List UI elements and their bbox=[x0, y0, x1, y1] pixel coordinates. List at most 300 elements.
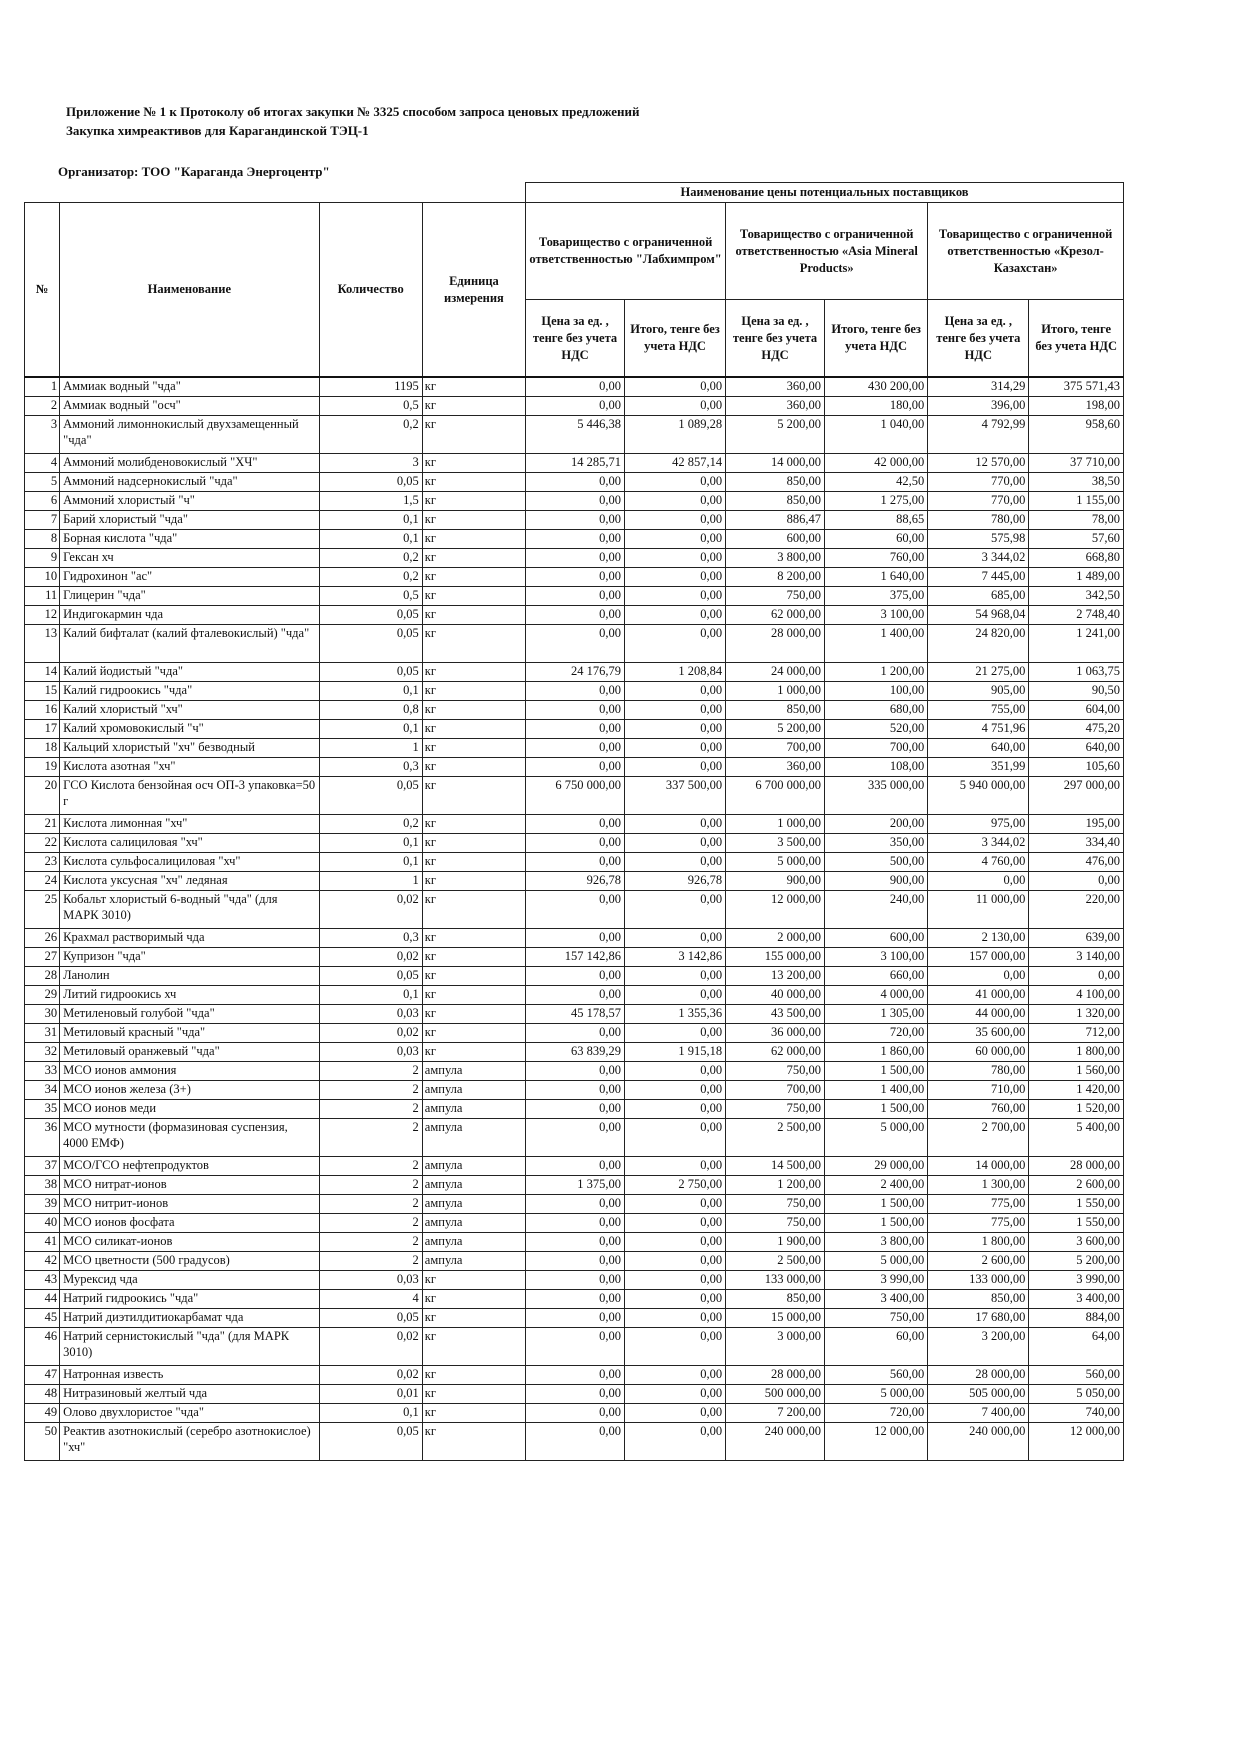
supplier-2-total: 180,00 bbox=[824, 396, 927, 415]
supplier-1-total: 0,00 bbox=[624, 605, 725, 624]
row-quantity: 0,02 bbox=[319, 890, 422, 928]
supplier-1-price: 0,00 bbox=[526, 1289, 625, 1308]
supplier-3-total: 334,40 bbox=[1029, 833, 1124, 852]
supplier-2-total: 2 400,00 bbox=[824, 1175, 927, 1194]
row-name: Гидрохинон "ас" bbox=[60, 567, 319, 586]
supplier-2-total: 12 000,00 bbox=[824, 1422, 927, 1460]
table-row bbox=[25, 1118, 1124, 1156]
supplier-2-price: 1 200,00 bbox=[726, 1175, 825, 1194]
supplier-2-total: 720,00 bbox=[824, 1403, 927, 1422]
row-name: Кислота лимонная "хч" bbox=[60, 814, 319, 833]
supplier-1-total: 0,00 bbox=[624, 1308, 725, 1327]
supplier-3-price: 7 400,00 bbox=[928, 1403, 1029, 1422]
row-quantity: 0,1 bbox=[319, 719, 422, 738]
supplier-3-price: 775,00 bbox=[928, 1213, 1029, 1232]
row-name: Индигокармин чда bbox=[60, 605, 319, 624]
table-row bbox=[25, 1175, 1124, 1194]
supplier-1-price: 0,00 bbox=[526, 966, 625, 985]
supplier-3-total: 1 241,00 bbox=[1029, 624, 1124, 662]
supplier-1-price: 1 375,00 bbox=[526, 1175, 625, 1194]
supplier-3-total: 1 063,75 bbox=[1029, 662, 1124, 681]
supplier-2-price: 2 500,00 bbox=[726, 1251, 825, 1270]
row-quantity: 2 bbox=[319, 1194, 422, 1213]
supplier-2-total: 350,00 bbox=[824, 833, 927, 852]
table-row bbox=[25, 1213, 1124, 1232]
row-name: МСО мутности (формазиновая суспензия, 4000 ЕМФ) bbox=[60, 1118, 319, 1156]
supplier-3-price: 396,00 bbox=[928, 396, 1029, 415]
supplier-1-price: 0,00 bbox=[526, 928, 625, 947]
supplier-2-total: 3 990,00 bbox=[824, 1270, 927, 1289]
row-number: 30 bbox=[25, 1004, 60, 1023]
supplier-1-price: 0,00 bbox=[526, 491, 625, 510]
row-quantity: 0,1 bbox=[319, 510, 422, 529]
table-row bbox=[25, 1194, 1124, 1213]
supplier-3-price: 710,00 bbox=[928, 1080, 1029, 1099]
supplier-1-total: 1 355,36 bbox=[624, 1004, 725, 1023]
supplier-2-total: 1 500,00 bbox=[824, 1194, 927, 1213]
supplier-2-price: 2 000,00 bbox=[726, 928, 825, 947]
supplier-3-price: 780,00 bbox=[928, 510, 1029, 529]
supplier-1-total: 0,00 bbox=[624, 1365, 725, 1384]
supplier-1-total: 0,00 bbox=[624, 529, 725, 548]
supplier-1-price: 0,00 bbox=[526, 1118, 625, 1156]
row-number: 32 bbox=[25, 1042, 60, 1061]
supplier-3-header: Товарищество с ограниченной ответственностью «Крезол-Казахстан» bbox=[928, 203, 1124, 300]
supplier-2-total: 5 000,00 bbox=[824, 1251, 927, 1270]
table-row bbox=[25, 1023, 1124, 1042]
row-name: МСО нитрит-ионов bbox=[60, 1194, 319, 1213]
supplier-1-price: 0,00 bbox=[526, 567, 625, 586]
supplier-3-price: 4 751,96 bbox=[928, 719, 1029, 738]
supplier-2-total: 375,00 bbox=[824, 586, 927, 605]
supplier-1-total: 0,00 bbox=[624, 1080, 725, 1099]
row-quantity: 0,5 bbox=[319, 396, 422, 415]
row-quantity: 0,05 bbox=[319, 624, 422, 662]
supplier-2-total: 100,00 bbox=[824, 681, 927, 700]
supplier-3-total: 5 050,00 bbox=[1029, 1384, 1124, 1403]
supplier-2-total: 520,00 bbox=[824, 719, 927, 738]
supplier-3-total: 1 489,00 bbox=[1029, 567, 1124, 586]
supplier-3-price: 2 130,00 bbox=[928, 928, 1029, 947]
table-row bbox=[25, 567, 1124, 586]
supplier-3-price: 4 792,99 bbox=[928, 415, 1029, 453]
row-name: Аммоний надсернокислый "чда" bbox=[60, 472, 319, 491]
supplier-1-price: 0,00 bbox=[526, 833, 625, 852]
row-unit: кг bbox=[422, 738, 525, 757]
supplier-1-price: 0,00 bbox=[526, 1308, 625, 1327]
supplier-2-total: 750,00 bbox=[824, 1308, 927, 1327]
table-row bbox=[25, 1384, 1124, 1403]
table-row bbox=[25, 491, 1124, 510]
row-name: Кобальт хлористый 6-водный "чда" (для МАРК 3010) bbox=[60, 890, 319, 928]
table-row bbox=[25, 1099, 1124, 1118]
table-row bbox=[25, 776, 1124, 814]
supplier-1-total: 0,00 bbox=[624, 624, 725, 662]
row-name: Калий бифталат (калий фталевокислый) "чда" bbox=[60, 624, 319, 662]
row-unit: кг bbox=[422, 1384, 525, 1403]
supplier-1-total: 0,00 bbox=[624, 1403, 725, 1422]
supplier-2-price: 700,00 bbox=[726, 1080, 825, 1099]
table-row bbox=[25, 415, 1124, 453]
supplier-1-header: Товарищество с ограниченной ответственностью "Лабхимпром" bbox=[526, 203, 726, 300]
row-quantity: 0,02 bbox=[319, 1327, 422, 1365]
supplier-2-total: 660,00 bbox=[824, 966, 927, 985]
supplier-1-total: 0,00 bbox=[624, 719, 725, 738]
supplier-2-header: Товарищество с ограниченной ответственностью «Asia Mineral Products» bbox=[726, 203, 928, 300]
row-name: Калий гидроокись "чда" bbox=[60, 681, 319, 700]
supplier-2-price: 750,00 bbox=[726, 1194, 825, 1213]
row-unit: кг bbox=[422, 605, 525, 624]
supplier-2-total: 1 640,00 bbox=[824, 567, 927, 586]
row-unit: кг bbox=[422, 833, 525, 852]
row-unit: ампула bbox=[422, 1099, 525, 1118]
row-quantity: 0,02 bbox=[319, 947, 422, 966]
row-number: 42 bbox=[25, 1251, 60, 1270]
supplier-1-price: 0,00 bbox=[526, 1327, 625, 1365]
col-header-number: № bbox=[25, 203, 60, 378]
row-quantity: 4 bbox=[319, 1289, 422, 1308]
supplier-2-price: 1 000,00 bbox=[726, 814, 825, 833]
row-number: 7 bbox=[25, 510, 60, 529]
supplier-3-total: 105,60 bbox=[1029, 757, 1124, 776]
row-name: Кислота салициловая "хч" bbox=[60, 833, 319, 852]
supplier-2-total: 42,50 bbox=[824, 472, 927, 491]
supplier-3-total: 668,80 bbox=[1029, 548, 1124, 567]
supplier-3-price: 12 570,00 bbox=[928, 453, 1029, 472]
row-quantity: 0,2 bbox=[319, 415, 422, 453]
row-name: МСО ионов фосфата bbox=[60, 1213, 319, 1232]
price-comparison-table bbox=[24, 182, 1124, 1461]
supplier-3-total: 712,00 bbox=[1029, 1023, 1124, 1042]
supplier-3-total-header: Итого, тенге без учета НДС bbox=[1029, 300, 1124, 378]
supplier-1-total: 0,00 bbox=[624, 1422, 725, 1460]
supplier-1-total: 0,00 bbox=[624, 1270, 725, 1289]
supplier-3-price: 351,99 bbox=[928, 757, 1029, 776]
supplier-3-price: 0,00 bbox=[928, 871, 1029, 890]
supplier-1-total: 0,00 bbox=[624, 567, 725, 586]
supplier-3-price: 28 000,00 bbox=[928, 1365, 1029, 1384]
row-unit: кг bbox=[422, 396, 525, 415]
row-number: 36 bbox=[25, 1118, 60, 1156]
table-row bbox=[25, 1004, 1124, 1023]
supplier-1-price: 0,00 bbox=[526, 548, 625, 567]
supplier-1-total: 0,00 bbox=[624, 738, 725, 757]
supplier-2-total: 1 400,00 bbox=[824, 1080, 927, 1099]
row-number: 4 bbox=[25, 453, 60, 472]
row-unit: ампула bbox=[422, 1080, 525, 1099]
row-name: Метиловый оранжевый "чда" bbox=[60, 1042, 319, 1061]
supplier-1-price: 0,00 bbox=[526, 757, 625, 776]
row-name: МСО/ГСО нефтепродуктов bbox=[60, 1156, 319, 1175]
supplier-1-price: 0,00 bbox=[526, 890, 625, 928]
row-unit: кг bbox=[422, 1042, 525, 1061]
supplier-3-price: 3 344,02 bbox=[928, 548, 1029, 567]
table-row bbox=[25, 738, 1124, 757]
supplier-1-total: 0,00 bbox=[624, 966, 725, 985]
supplier-3-price: 24 820,00 bbox=[928, 624, 1029, 662]
supplier-1-price: 0,00 bbox=[526, 396, 625, 415]
row-quantity: 0,5 bbox=[319, 586, 422, 605]
supplier-3-total: 2 600,00 bbox=[1029, 1175, 1124, 1194]
row-unit: ампула bbox=[422, 1156, 525, 1175]
row-quantity: 1 bbox=[319, 871, 422, 890]
header-spacer bbox=[25, 183, 526, 203]
row-unit: кг bbox=[422, 947, 525, 966]
row-name: Ланолин bbox=[60, 966, 319, 985]
supplier-1-total: 0,00 bbox=[624, 890, 725, 928]
row-unit: кг bbox=[422, 1403, 525, 1422]
supplier-3-price: 685,00 bbox=[928, 586, 1029, 605]
supplier-1-total: 0,00 bbox=[624, 1023, 725, 1042]
row-name: Аммиак водный "чда" bbox=[60, 377, 319, 396]
supplier-3-total: 560,00 bbox=[1029, 1365, 1124, 1384]
supplier-1-price: 0,00 bbox=[526, 985, 625, 1004]
supplier-2-total: 240,00 bbox=[824, 890, 927, 928]
supplier-1-total: 0,00 bbox=[624, 1232, 725, 1251]
supplier-2-total: 1 200,00 bbox=[824, 662, 927, 681]
supplier-1-total: 0,00 bbox=[624, 1289, 725, 1308]
row-number: 21 bbox=[25, 814, 60, 833]
supplier-3-total: 195,00 bbox=[1029, 814, 1124, 833]
table-row bbox=[25, 472, 1124, 491]
row-number: 12 bbox=[25, 605, 60, 624]
supplier-3-total: 78,00 bbox=[1029, 510, 1124, 529]
supplier-2-price: 133 000,00 bbox=[726, 1270, 825, 1289]
row-quantity: 0,1 bbox=[319, 852, 422, 871]
supplier-2-price: 15 000,00 bbox=[726, 1308, 825, 1327]
supplier-1-price: 0,00 bbox=[526, 738, 625, 757]
supplier-3-price: 2 600,00 bbox=[928, 1251, 1029, 1270]
supplier-2-price: 750,00 bbox=[726, 586, 825, 605]
row-name: Кальций хлористый "хч" безводный bbox=[60, 738, 319, 757]
row-quantity: 2 bbox=[319, 1118, 422, 1156]
supplier-1-total: 0,00 bbox=[624, 757, 725, 776]
row-name: Кислота сульфосалициловая "хч" bbox=[60, 852, 319, 871]
row-number: 37 bbox=[25, 1156, 60, 1175]
row-number: 34 bbox=[25, 1080, 60, 1099]
supplier-3-total: 1 520,00 bbox=[1029, 1099, 1124, 1118]
supplier-1-price: 0,00 bbox=[526, 1061, 625, 1080]
supplier-1-price: 0,00 bbox=[526, 681, 625, 700]
row-number: 47 bbox=[25, 1365, 60, 1384]
supplier-2-total: 720,00 bbox=[824, 1023, 927, 1042]
table-row bbox=[25, 1232, 1124, 1251]
row-quantity: 2 bbox=[319, 1175, 422, 1194]
row-name: МСО нитрат-ионов bbox=[60, 1175, 319, 1194]
supplier-3-total: 37 710,00 bbox=[1029, 453, 1124, 472]
supplier-3-price: 1 800,00 bbox=[928, 1232, 1029, 1251]
row-number: 5 bbox=[25, 472, 60, 491]
row-quantity: 0,3 bbox=[319, 757, 422, 776]
supplier-1-total: 1 915,18 bbox=[624, 1042, 725, 1061]
table-row bbox=[25, 890, 1124, 928]
supplier-2-price-header: Цена за ед. , тенге без учета НДС bbox=[726, 300, 825, 378]
row-name: Аммоний лимоннокислый двухзамещенный "чда" bbox=[60, 415, 319, 453]
row-quantity: 2 bbox=[319, 1251, 422, 1270]
row-name: Кислота азотная "хч" bbox=[60, 757, 319, 776]
row-name: Натрий гидроокись "чда" bbox=[60, 1289, 319, 1308]
supplier-1-price: 0,00 bbox=[526, 1365, 625, 1384]
supplier-2-total: 3 400,00 bbox=[824, 1289, 927, 1308]
row-name: Купризон "чда" bbox=[60, 947, 319, 966]
row-name: МСО ионов меди bbox=[60, 1099, 319, 1118]
row-unit: кг bbox=[422, 548, 525, 567]
row-number: 33 bbox=[25, 1061, 60, 1080]
supplier-3-total: 604,00 bbox=[1029, 700, 1124, 719]
row-number: 13 bbox=[25, 624, 60, 662]
supplier-2-price: 360,00 bbox=[726, 377, 825, 396]
supplier-3-price: 575,98 bbox=[928, 529, 1029, 548]
supplier-1-total: 42 857,14 bbox=[624, 453, 725, 472]
supplier-1-price: 24 176,79 bbox=[526, 662, 625, 681]
supplier-1-price: 0,00 bbox=[526, 1194, 625, 1213]
table-row bbox=[25, 1403, 1124, 1422]
row-name: Мурексид чда bbox=[60, 1270, 319, 1289]
supplier-2-price: 1 000,00 bbox=[726, 681, 825, 700]
table-row bbox=[25, 1365, 1124, 1384]
heading-line-2: Закупка химреактивов для Карагандинской ТЭЦ-1 bbox=[66, 123, 369, 138]
row-name: Натрий сернистокислый "чда" (для МАРК 3010) bbox=[60, 1327, 319, 1365]
supplier-1-total: 0,00 bbox=[624, 586, 725, 605]
row-unit: кг bbox=[422, 852, 525, 871]
supplier-3-total: 5 200,00 bbox=[1029, 1251, 1124, 1270]
supplier-2-price: 500 000,00 bbox=[726, 1384, 825, 1403]
supplier-3-total: 90,50 bbox=[1029, 681, 1124, 700]
row-unit: кг bbox=[422, 928, 525, 947]
supplier-1-total: 0,00 bbox=[624, 1251, 725, 1270]
table-row bbox=[25, 966, 1124, 985]
supplier-1-total: 0,00 bbox=[624, 814, 725, 833]
row-number: 16 bbox=[25, 700, 60, 719]
row-unit: кг bbox=[422, 415, 525, 453]
supplier-2-total: 4 000,00 bbox=[824, 985, 927, 1004]
supplier-3-total: 3 990,00 bbox=[1029, 1270, 1124, 1289]
row-number: 27 bbox=[25, 947, 60, 966]
row-name: МСО цветности (500 градусов) bbox=[60, 1251, 319, 1270]
supplier-1-total: 0,00 bbox=[624, 852, 725, 871]
supplier-3-total: 3 600,00 bbox=[1029, 1232, 1124, 1251]
row-quantity: 0,05 bbox=[319, 472, 422, 491]
row-unit: кг bbox=[422, 510, 525, 529]
row-quantity: 1,5 bbox=[319, 491, 422, 510]
supplier-2-price: 900,00 bbox=[726, 871, 825, 890]
row-quantity: 2 bbox=[319, 1232, 422, 1251]
supplier-1-total: 0,00 bbox=[624, 700, 725, 719]
supplier-3-total: 476,00 bbox=[1029, 852, 1124, 871]
supplier-1-total-header: Итого, тенге без учета НДС bbox=[624, 300, 725, 378]
supplier-2-price: 36 000,00 bbox=[726, 1023, 825, 1042]
supplier-2-total-header: Итого, тенге без учета НДС bbox=[824, 300, 927, 378]
supplier-3-price: 41 000,00 bbox=[928, 985, 1029, 1004]
supplier-1-total: 0,00 bbox=[624, 510, 725, 529]
row-quantity: 1195 bbox=[319, 377, 422, 396]
supplier-3-total: 1 550,00 bbox=[1029, 1213, 1124, 1232]
row-name: Аммиак водный "осч" bbox=[60, 396, 319, 415]
table-row bbox=[25, 510, 1124, 529]
row-name: МСО силикат-ионов bbox=[60, 1232, 319, 1251]
supplier-2-price: 750,00 bbox=[726, 1213, 825, 1232]
row-quantity: 0,1 bbox=[319, 1403, 422, 1422]
row-number: 43 bbox=[25, 1270, 60, 1289]
supplier-3-price: 760,00 bbox=[928, 1099, 1029, 1118]
row-name: Калий хромовокислый "ч" bbox=[60, 719, 319, 738]
row-number: 23 bbox=[25, 852, 60, 871]
supplier-2-price: 2 500,00 bbox=[726, 1118, 825, 1156]
supplier-1-price: 0,00 bbox=[526, 719, 625, 738]
supplier-2-total: 1 860,00 bbox=[824, 1042, 927, 1061]
supplier-3-price: 54 968,04 bbox=[928, 605, 1029, 624]
table-row bbox=[25, 681, 1124, 700]
supplier-1-total: 0,00 bbox=[624, 681, 725, 700]
row-quantity: 0,05 bbox=[319, 662, 422, 681]
row-name: МСО ионов железа (3+) bbox=[60, 1080, 319, 1099]
supplier-2-price: 3 800,00 bbox=[726, 548, 825, 567]
supplier-3-total: 0,00 bbox=[1029, 966, 1124, 985]
row-unit: кг bbox=[422, 700, 525, 719]
supplier-2-price: 5 000,00 bbox=[726, 852, 825, 871]
supplier-3-total: 475,20 bbox=[1029, 719, 1124, 738]
supplier-2-total: 680,00 bbox=[824, 700, 927, 719]
supplier-3-total: 5 400,00 bbox=[1029, 1118, 1124, 1156]
row-quantity: 2 bbox=[319, 1213, 422, 1232]
supplier-3-price: 60 000,00 bbox=[928, 1042, 1029, 1061]
supplier-2-total: 3 100,00 bbox=[824, 947, 927, 966]
supplier-3-total: 1 800,00 bbox=[1029, 1042, 1124, 1061]
supplier-1-total: 0,00 bbox=[624, 396, 725, 415]
supplier-1-total: 0,00 bbox=[624, 548, 725, 567]
supplier-2-total: 5 000,00 bbox=[824, 1118, 927, 1156]
table-row bbox=[25, 586, 1124, 605]
supplier-3-total: 1 550,00 bbox=[1029, 1194, 1124, 1213]
supplier-3-price: 755,00 bbox=[928, 700, 1029, 719]
supplier-3-total: 639,00 bbox=[1029, 928, 1124, 947]
table-row bbox=[25, 928, 1124, 947]
row-quantity: 1 bbox=[319, 738, 422, 757]
supplier-1-total: 0,00 bbox=[624, 1156, 725, 1175]
row-quantity: 3 bbox=[319, 453, 422, 472]
supplier-1-total: 2 750,00 bbox=[624, 1175, 725, 1194]
row-quantity: 0,05 bbox=[319, 605, 422, 624]
row-number: 49 bbox=[25, 1403, 60, 1422]
row-unit: кг bbox=[422, 567, 525, 586]
row-quantity: 0,05 bbox=[319, 1422, 422, 1460]
supplier-1-price: 0,00 bbox=[526, 1384, 625, 1403]
supplier-3-price: 7 445,00 bbox=[928, 567, 1029, 586]
table-row bbox=[25, 719, 1124, 738]
supplier-2-total: 560,00 bbox=[824, 1365, 927, 1384]
supplier-2-price: 28 000,00 bbox=[726, 1365, 825, 1384]
supplier-1-price: 0,00 bbox=[526, 1270, 625, 1289]
row-unit: кг bbox=[422, 1422, 525, 1460]
row-unit: ампула bbox=[422, 1251, 525, 1270]
row-quantity: 0,03 bbox=[319, 1270, 422, 1289]
supplier-1-price: 0,00 bbox=[526, 1099, 625, 1118]
row-name: Метиловый красный "чда" bbox=[60, 1023, 319, 1042]
supplier-2-price: 600,00 bbox=[726, 529, 825, 548]
supplier-3-price: 3 200,00 bbox=[928, 1327, 1029, 1365]
supplier-2-price: 14 500,00 bbox=[726, 1156, 825, 1175]
supplier-3-price: 157 000,00 bbox=[928, 947, 1029, 966]
row-unit: кг bbox=[422, 871, 525, 890]
row-number: 8 bbox=[25, 529, 60, 548]
supplier-2-total: 1 305,00 bbox=[824, 1004, 927, 1023]
supplier-2-total: 900,00 bbox=[824, 871, 927, 890]
row-unit: ампула bbox=[422, 1175, 525, 1194]
supplier-2-price: 12 000,00 bbox=[726, 890, 825, 928]
supplier-1-price: 0,00 bbox=[526, 1422, 625, 1460]
row-number: 38 bbox=[25, 1175, 60, 1194]
supplier-2-total: 1 040,00 bbox=[824, 415, 927, 453]
